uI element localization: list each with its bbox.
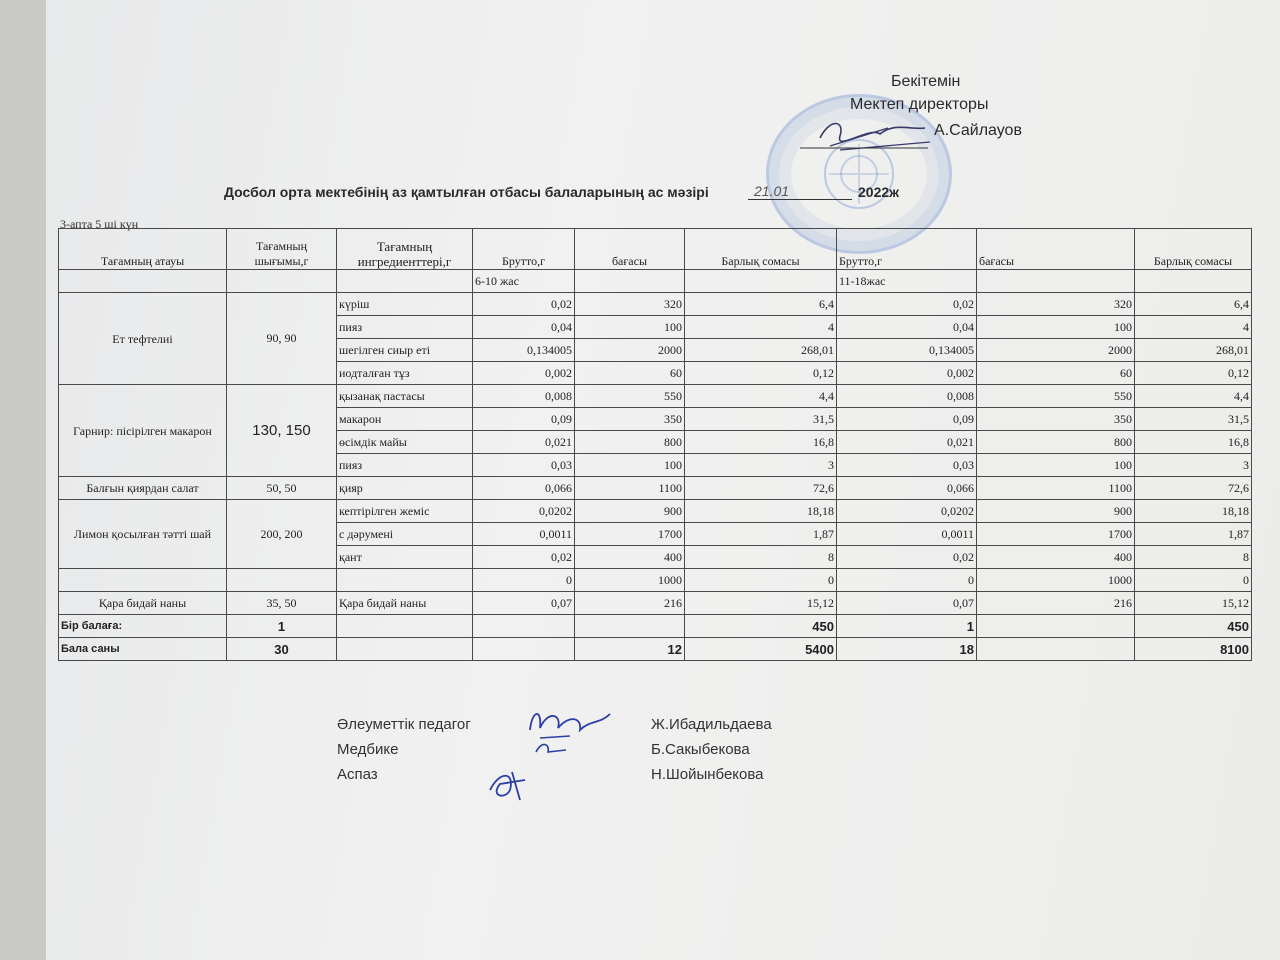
ingredient: макарон [337,408,473,431]
price-1: 1000 [575,569,685,592]
signature-role-nurse: Медбике [337,741,399,758]
per-child-sum-1: 450 [685,615,837,638]
dish-name [59,569,227,592]
price-1: 100 [575,454,685,477]
total-2: 268,01 [1135,339,1252,362]
handwritten-date: 21.01 [754,183,790,199]
per-child-row [59,615,1252,638]
price-2: 400 [977,546,1135,569]
ingredient: күріш [337,293,473,316]
price-2: 100 [977,316,1135,339]
ingredient: Қара бидай наны [337,592,473,615]
total-1: 268,01 [685,339,837,362]
total-1: 3 [685,454,837,477]
total-2: 4 [1135,316,1252,339]
brutto-1: 0,134005 [473,339,575,362]
col-header-dish: Тағамның атауы [59,229,227,270]
total-1: 4 [685,316,837,339]
total-2: 18,18 [1135,500,1252,523]
age-row [59,270,1252,293]
total-2: 4,4 [1135,385,1252,408]
dish-yield: 35, 50 [227,592,337,615]
per-child-count-2: 1 [837,615,977,638]
age-group-1: 6-10 жас [473,270,575,293]
document-title: Досбол орта мектебінің аз қамтылған отбасы балаларының ас мәзірі [224,184,709,200]
total-2: 6,4 [1135,293,1252,316]
price-2: 60 [977,362,1135,385]
ingredient: қияр [337,477,473,500]
price-2: 350 [977,408,1135,431]
brutto-2: 0,07 [837,592,977,615]
brutto-1: 0,0011 [473,523,575,546]
table-row [59,385,1252,408]
ingredient [337,569,473,592]
children-label: Бала саны [59,638,227,661]
dish-name: Лимон қосылған тәтті шай [59,500,227,569]
ingredient: қызанақ пастасы [337,385,473,408]
per-child-sum-2: 450 [1135,615,1252,638]
signature-name-cook: Н.Шойынбекова [651,766,764,783]
price-1: 350 [575,408,685,431]
handwritten-signatures-icon [470,700,630,810]
total-1: 18,18 [685,500,837,523]
brutto-2: 0,008 [837,385,977,408]
brutto-2: 0,021 [837,431,977,454]
price-2: 550 [977,385,1135,408]
price-2: 2000 [977,339,1135,362]
date-underline [748,199,852,200]
signature-role-social-pedagogue: Әлеуметтік педагог [337,716,471,733]
ingredient: қант [337,546,473,569]
children-sum-2: 8100 [1135,638,1252,661]
total-1: 31,5 [685,408,837,431]
ingredient: с дәрумені [337,523,473,546]
children-total: 30 [227,638,337,661]
ingredient: пияз [337,454,473,477]
price-2: 1100 [977,477,1135,500]
ingredient: иодталған тұз [337,362,473,385]
col-header-price-2: бағасы [977,229,1135,270]
price-2: 320 [977,293,1135,316]
total-2: 8 [1135,546,1252,569]
total-2: 15,12 [1135,592,1252,615]
col-header-ingredients: Тағамның ингредиенттері,г [337,229,473,270]
approval-line-3: А.Сайлауов [934,122,1022,139]
col-header-brutto-1: Брутто,г [473,229,575,270]
document-year: 2022ж [858,184,900,200]
brutto-1: 0,04 [473,316,575,339]
total-1: 0,12 [685,362,837,385]
total-1: 4,4 [685,385,837,408]
price-1: 400 [575,546,685,569]
total-1: 6,4 [685,293,837,316]
brutto-2: 0,134005 [837,339,977,362]
dish-yield: 50, 50 [227,477,337,500]
table-row [59,592,1252,615]
approval-line-2: Мектеп директоры [850,96,989,113]
brutto-1: 0,0202 [473,500,575,523]
price-2: 216 [977,592,1135,615]
table-row [59,569,1252,592]
col-header-price-1: бағасы [575,229,685,270]
ingredient: кептірілген жеміс [337,500,473,523]
price-1: 800 [575,431,685,454]
dish-yield [227,569,337,592]
brutto-2: 0,02 [837,546,977,569]
brutto-2: 0,04 [837,316,977,339]
brutto-2: 0,066 [837,477,977,500]
week-day-label: 3-апта 5 ші күн [60,217,139,231]
per-child-count: 1 [227,615,337,638]
table-row [59,477,1252,500]
dish-yield: 200, 200 [227,500,337,569]
children-group-2: 18 [837,638,977,661]
brutto-1: 0,021 [473,431,575,454]
signature-role-cook: Аспаз [337,766,378,783]
dish-name: Қара бидай наны [59,592,227,615]
per-child-label: Бір балаға: [59,615,227,638]
price-1: 1100 [575,477,685,500]
price-1: 100 [575,316,685,339]
total-1: 16,8 [685,431,837,454]
col-header-brutto-2: Брутто,г [837,229,977,270]
total-2: 16,8 [1135,431,1252,454]
price-1: 320 [575,293,685,316]
col-header-yield: Тағамның шығымы,г [227,229,337,270]
total-2: 0 [1135,569,1252,592]
brutto-2: 0,02 [837,293,977,316]
total-2: 31,5 [1135,408,1252,431]
total-1: 1,87 [685,523,837,546]
total-1: 0 [685,569,837,592]
dish-yield: 90, 90 [227,293,337,385]
children-group-1: 12 [575,638,685,661]
price-1: 216 [575,592,685,615]
brutto-1: 0,03 [473,454,575,477]
brutto-1: 0,07 [473,592,575,615]
brutto-1: 0,008 [473,385,575,408]
col-header-total-2: Барлық сомасы [1135,229,1252,270]
table-row [59,293,1252,316]
signature-name-nurse: Б.Сакыбекова [651,741,750,758]
price-1: 900 [575,500,685,523]
price-2: 900 [977,500,1135,523]
ingredient: шегілген сиыр еті [337,339,473,362]
ingredient: өсімдік майы [337,431,473,454]
ingredient: пияз [337,316,473,339]
brutto-1: 0,02 [473,546,575,569]
brutto-1: 0,002 [473,362,575,385]
price-2: 800 [977,431,1135,454]
price-2: 1700 [977,523,1135,546]
brutto-2: 0,0011 [837,523,977,546]
brutto-2: 0,0202 [837,500,977,523]
brutto-1: 0,09 [473,408,575,431]
dish-name: Балғын қиярдан салат [59,477,227,500]
price-1: 2000 [575,339,685,362]
price-1: 1700 [575,523,685,546]
col-header-total-1: Барлық сомасы [685,229,837,270]
director-signature-icon [800,108,940,158]
total-2: 1,87 [1135,523,1252,546]
price-1: 550 [575,385,685,408]
total-2: 3 [1135,454,1252,477]
price-2: 100 [977,454,1135,477]
brutto-1: 0 [473,569,575,592]
signature-name-social-pedagogue: Ж.Ибадильдаева [651,716,772,733]
table-row [59,500,1252,523]
dish-name: Ет тефтелиі [59,293,227,385]
price-2: 1000 [977,569,1135,592]
total-1: 8 [685,546,837,569]
total-1: 15,12 [685,592,837,615]
total-1: 72,6 [685,477,837,500]
brutto-2: 0,002 [837,362,977,385]
dish-yield: 130, 150 [227,385,337,477]
brutto-2: 0,09 [837,408,977,431]
approval-line-1: Бекітемін [891,73,961,90]
brutto-2: 0 [837,569,977,592]
children-count-row [59,638,1252,661]
children-sum-1: 5400 [685,638,837,661]
dish-name: Гарнир: пісірілген макарон [59,385,227,477]
brutto-2: 0,03 [837,454,977,477]
total-2: 0,12 [1135,362,1252,385]
brutto-1: 0,066 [473,477,575,500]
total-2: 72,6 [1135,477,1252,500]
brutto-1: 0,02 [473,293,575,316]
price-1: 60 [575,362,685,385]
menu-table [58,228,1252,661]
age-group-2: 11-18жас [837,270,977,293]
table-header-row [59,229,1252,270]
